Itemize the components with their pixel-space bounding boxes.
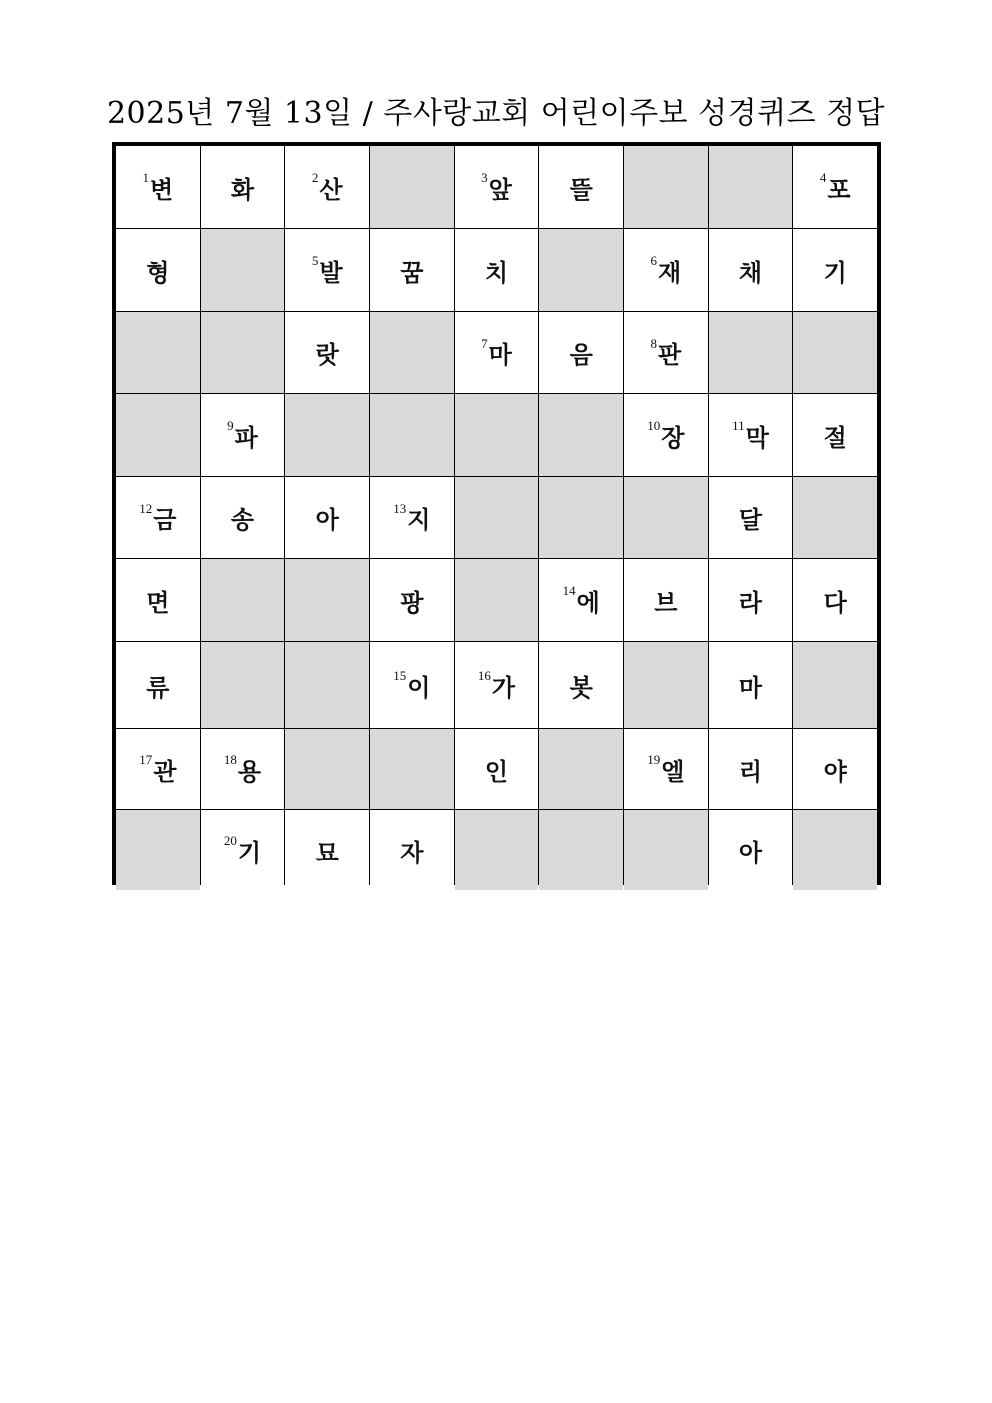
crossword-cell [201, 477, 285, 558]
crossword-cell-blocked [116, 810, 200, 890]
crossword-cell [793, 729, 877, 809]
crossword-cell [116, 229, 200, 311]
crossword-cell-blocked [370, 729, 454, 809]
crossword-cell [285, 312, 369, 393]
crossword-cell-blocked [370, 312, 454, 393]
crossword-cell [624, 312, 708, 393]
crossword-cell [370, 642, 454, 728]
cell-letter: 절 [823, 423, 847, 452]
crossword-cell [539, 642, 623, 728]
clue-number: 18 [223, 752, 237, 767]
clue-number: 11 [732, 418, 745, 433]
cell-letter: 앞 [488, 175, 512, 204]
crossword-cell [201, 729, 285, 809]
cell-letter: 랏 [315, 341, 339, 369]
cell-letter: 채 [738, 258, 763, 287]
clue-number: 13 [393, 500, 407, 516]
crossword-cell-blocked [201, 642, 285, 728]
cell-letter: 팡 [400, 588, 424, 617]
crossword-cell-blocked [285, 394, 369, 476]
crossword-cell [370, 810, 454, 890]
cell-letter: 포 [827, 175, 851, 204]
crossword-cell [624, 559, 708, 641]
crossword-cell [116, 642, 200, 728]
cell-letter: 파 [234, 423, 258, 452]
cell-letter: 기 [237, 838, 262, 867]
cell-letter: 판 [657, 341, 682, 369]
cell-letter: 꿈 [400, 258, 424, 287]
cell-letter: 묘 [315, 838, 339, 867]
cell-letter: 이 [407, 673, 431, 702]
crossword-cell [370, 229, 454, 311]
crossword-cell-blocked [455, 477, 539, 558]
crossword-cell [455, 312, 539, 393]
cell-letter: 아 [738, 838, 763, 867]
crossword-cell [370, 477, 454, 558]
crossword-cell [539, 146, 623, 228]
cell-letter: 음 [569, 341, 593, 369]
crossword-cell-blocked [624, 146, 708, 228]
crossword-cell [709, 559, 793, 641]
cell-letter: 리 [738, 757, 763, 786]
clue-number: 3 [481, 170, 488, 185]
crossword-cell-blocked [709, 312, 793, 393]
cell-letter: 브 [654, 588, 678, 617]
clue-number: 5 [311, 253, 319, 268]
cell-letter: 가 [491, 673, 516, 702]
cell-letter: 화 [230, 175, 255, 204]
cell-letter: 기 [823, 258, 847, 287]
cell-letter: 치 [484, 258, 509, 287]
crossword-cell [624, 394, 708, 476]
clue-number: 10 [647, 418, 661, 433]
cell-letter: 야 [823, 757, 847, 786]
crossword-cell [709, 729, 793, 809]
cell-letter: 엘 [661, 757, 685, 786]
crossword-cell-blocked [116, 312, 200, 393]
crossword-cell-blocked [624, 642, 708, 728]
cell-letter: 막 [745, 423, 769, 452]
cell-letter: 발 [319, 258, 343, 287]
cell-letter: 마 [488, 341, 512, 369]
crossword-cell [201, 394, 285, 476]
crossword-cell-blocked [455, 810, 539, 890]
cell-letter: 재 [657, 258, 682, 287]
crossword-cell [285, 477, 369, 558]
crossword-cell-blocked [285, 729, 369, 809]
crossword-cell-blocked [539, 729, 623, 809]
clue-number: 12 [139, 500, 153, 516]
cell-letter: 관 [153, 757, 177, 786]
crossword-cell [709, 477, 793, 558]
crossword-cell [201, 146, 285, 228]
clue-number: 14 [562, 583, 576, 598]
crossword-cell [116, 477, 200, 558]
clue-number: 7 [481, 335, 488, 351]
crossword-cell [116, 146, 200, 228]
crossword-cell-blocked [793, 642, 877, 728]
crossword-cell [709, 642, 793, 728]
crossword-cell [793, 146, 877, 228]
cell-letter: 에 [576, 588, 600, 617]
crossword-cell-blocked [793, 810, 877, 890]
crossword-cell-blocked [624, 477, 708, 558]
cell-letter: 류 [146, 673, 170, 702]
crossword-cell [793, 229, 877, 311]
crossword-cell [455, 146, 539, 228]
clue-number: 15 [393, 668, 407, 683]
crossword-cell-blocked [539, 229, 623, 311]
clue-number: 16 [477, 668, 491, 683]
clue-number: 6 [650, 253, 657, 268]
cell-letter: 송 [230, 506, 255, 534]
crossword-cell-blocked [539, 394, 623, 476]
crossword-cell-blocked [201, 229, 285, 311]
cell-letter: 달 [738, 506, 763, 534]
crossword-cell [370, 559, 454, 641]
cell-letter: 형 [146, 258, 170, 287]
crossword-cell [201, 810, 285, 890]
cell-letter: 인 [484, 757, 509, 786]
cell-letter: 변 [149, 175, 174, 204]
crossword-cell [709, 229, 793, 311]
cell-letter: 금 [153, 506, 177, 534]
cell-letter: 라 [738, 588, 763, 617]
crossword-cell [285, 810, 369, 890]
crossword-cell-blocked [793, 312, 877, 393]
crossword-cell-blocked [370, 146, 454, 228]
clue-number: 2 [311, 170, 319, 185]
crossword-cell-blocked [539, 810, 623, 890]
clue-number: 9 [227, 418, 234, 433]
crossword-cell [539, 312, 623, 393]
crossword-cell-blocked [539, 477, 623, 558]
cell-letter: 자 [400, 838, 424, 867]
cell-letter: 아 [315, 506, 339, 534]
crossword-cell-blocked [455, 559, 539, 641]
cell-letter: 면 [146, 588, 170, 617]
crossword-cell [624, 229, 708, 311]
crossword-cell-blocked [709, 146, 793, 228]
crossword-cell [285, 229, 369, 311]
crossword-cell [285, 146, 369, 228]
page-title: 2025년 7월 13일 / 주사랑교회 어린이주보 성경퀴즈 정답 [106, 96, 886, 131]
crossword-cell [539, 559, 623, 641]
clue-number: 20 [223, 833, 237, 848]
crossword-cell [455, 229, 539, 311]
clue-number: 19 [647, 752, 661, 767]
clue-number: 8 [650, 335, 657, 351]
crossword-cell [709, 810, 793, 890]
crossword-cell-blocked [201, 312, 285, 393]
crossword-cell-blocked [285, 559, 369, 641]
crossword-cell-blocked [285, 642, 369, 728]
clue-number: 17 [139, 752, 153, 767]
crossword-cell-blocked [201, 559, 285, 641]
crossword-cell [709, 394, 793, 476]
cell-letter: 용 [237, 757, 262, 786]
crossword-cell [793, 559, 877, 641]
crossword-cell [455, 729, 539, 809]
crossword-cell-blocked [116, 394, 200, 476]
crossword-cell [793, 394, 877, 476]
cell-letter: 장 [661, 423, 685, 452]
crossword-cell-blocked [455, 394, 539, 476]
crossword-cell [116, 729, 200, 809]
cell-letter: 뜰 [569, 175, 593, 204]
cell-letter: 다 [823, 588, 847, 617]
crossword-cell-blocked [370, 394, 454, 476]
crossword-cell [116, 559, 200, 641]
crossword-grid [112, 142, 881, 885]
cell-letter: 산 [319, 175, 343, 204]
crossword-cell [624, 729, 708, 809]
crossword-cell-blocked [624, 810, 708, 890]
clue-number: 1 [142, 170, 149, 185]
cell-letter: 마 [738, 673, 763, 702]
cell-letter: 봇 [569, 673, 593, 702]
crossword-cell-blocked [793, 477, 877, 558]
clue-number: 4 [819, 170, 827, 185]
crossword-cell [455, 642, 539, 728]
cell-letter: 지 [407, 506, 431, 534]
